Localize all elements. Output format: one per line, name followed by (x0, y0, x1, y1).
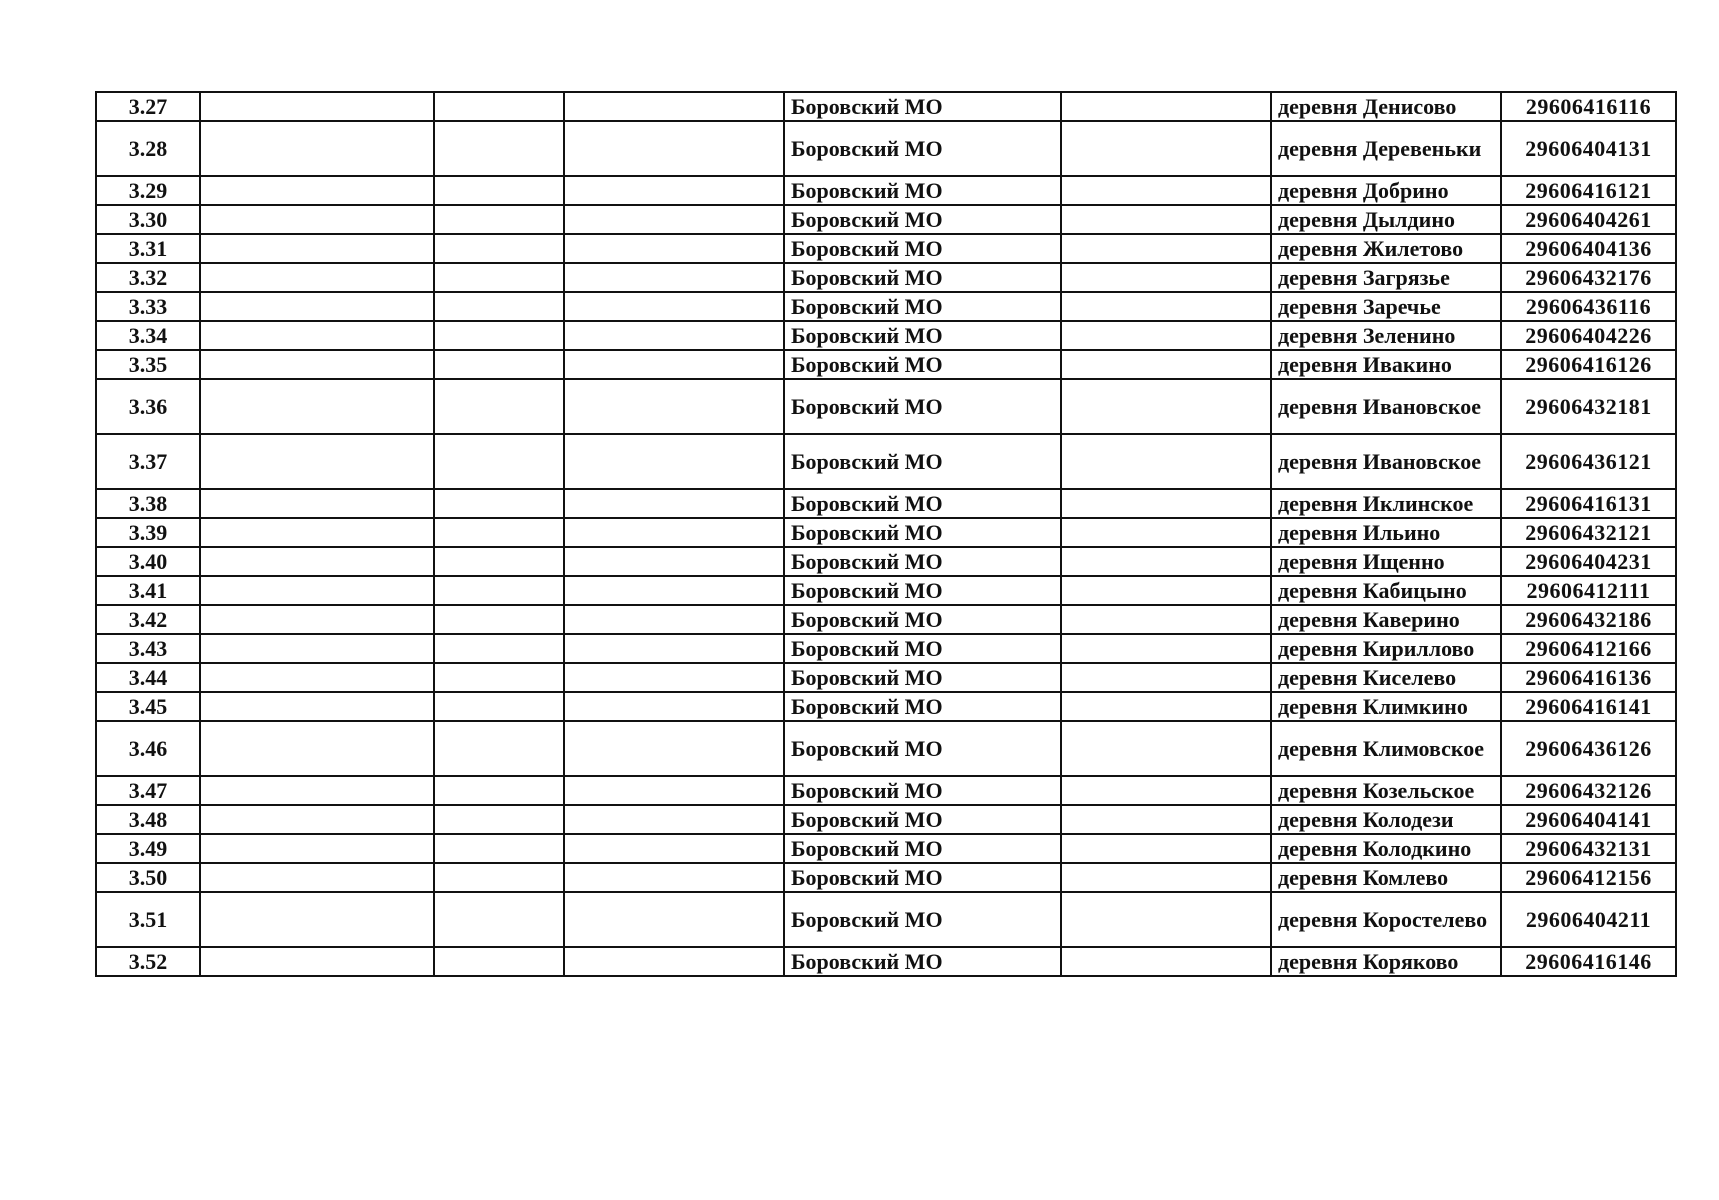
oktmo-code-cell: 29606404261 (1501, 205, 1676, 234)
oktmo-code-cell: 29606436126 (1501, 721, 1676, 776)
row-number-cell: 3.29 (96, 176, 200, 205)
empty-cell (200, 892, 434, 947)
empty-cell (1061, 692, 1271, 721)
empty-cell (434, 547, 564, 576)
table-row (96, 721, 1676, 776)
empty-cell (200, 776, 434, 805)
oktmo-code-cell: 29606412166 (1501, 634, 1676, 663)
empty-cell (1061, 721, 1271, 776)
settlement-cell: деревня Кириллово (1271, 634, 1501, 663)
municipality-cell: Боровский МО (784, 92, 1061, 121)
table-row (96, 292, 1676, 321)
settlement-cell: деревня Климовское (1271, 721, 1501, 776)
empty-cell (564, 576, 784, 605)
oktmo-code-cell: 29606404226 (1501, 321, 1676, 350)
empty-cell (200, 379, 434, 434)
empty-cell (1061, 892, 1271, 947)
table-row (96, 547, 1676, 576)
row-number-cell: 3.52 (96, 947, 200, 976)
oktmo-code-cell: 29606404211 (1501, 892, 1676, 947)
empty-cell (564, 379, 784, 434)
empty-cell (564, 292, 784, 321)
municipality-cell: Боровский МО (784, 547, 1061, 576)
row-number-cell: 3.33 (96, 292, 200, 321)
empty-cell (434, 489, 564, 518)
empty-cell (434, 605, 564, 634)
municipality-cell: Боровский МО (784, 292, 1061, 321)
row-number-cell: 3.47 (96, 776, 200, 805)
municipality-cell: Боровский МО (784, 805, 1061, 834)
municipality-cell: Боровский МО (784, 234, 1061, 263)
oktmo-code-cell: 29606416116 (1501, 92, 1676, 121)
empty-cell (434, 321, 564, 350)
settlement-cell: деревня Ивановское (1271, 434, 1501, 489)
table-row (96, 434, 1676, 489)
empty-cell (1061, 379, 1271, 434)
municipality-cell: Боровский МО (784, 434, 1061, 489)
empty-cell (1061, 350, 1271, 379)
table-row (96, 576, 1676, 605)
row-number-cell: 3.30 (96, 205, 200, 234)
empty-cell (200, 176, 434, 205)
empty-cell (434, 121, 564, 176)
row-number-cell: 3.35 (96, 350, 200, 379)
table-row (96, 805, 1676, 834)
row-number-cell: 3.43 (96, 634, 200, 663)
municipality-cell: Боровский МО (784, 489, 1061, 518)
empty-cell (434, 805, 564, 834)
empty-cell (564, 121, 784, 176)
oktmo-code-cell: 29606404231 (1501, 547, 1676, 576)
table-row (96, 692, 1676, 721)
empty-cell (1061, 176, 1271, 205)
oktmo-code-cell: 29606416146 (1501, 947, 1676, 976)
empty-cell (1061, 776, 1271, 805)
oktmo-code-cell: 29606412111 (1501, 576, 1676, 605)
empty-cell (434, 92, 564, 121)
empty-cell (200, 663, 434, 692)
settlement-cell: деревня Климкино (1271, 692, 1501, 721)
empty-cell (200, 489, 434, 518)
empty-cell (564, 176, 784, 205)
empty-cell (200, 721, 434, 776)
empty-cell (564, 263, 784, 292)
empty-cell (434, 663, 564, 692)
table-row (96, 634, 1676, 663)
empty-cell (200, 434, 434, 489)
empty-cell (434, 176, 564, 205)
empty-cell (434, 834, 564, 863)
oktmo-code-cell: 29606416131 (1501, 489, 1676, 518)
table-row (96, 892, 1676, 947)
empty-cell (200, 863, 434, 892)
table-row (96, 121, 1676, 176)
row-number-cell: 3.28 (96, 121, 200, 176)
empty-cell (200, 692, 434, 721)
row-number-cell: 3.34 (96, 321, 200, 350)
municipality-cell: Боровский МО (784, 721, 1061, 776)
settlement-cell: деревня Коростелево (1271, 892, 1501, 947)
settlement-cell: деревня Ильино (1271, 518, 1501, 547)
settlement-cell: деревня Ивакино (1271, 350, 1501, 379)
empty-cell (1061, 805, 1271, 834)
table-row (96, 263, 1676, 292)
empty-cell (434, 634, 564, 663)
row-number-cell: 3.44 (96, 663, 200, 692)
row-number-cell: 3.40 (96, 547, 200, 576)
empty-cell (564, 234, 784, 263)
empty-cell (1061, 947, 1271, 976)
settlement-cell: деревня Козельское (1271, 776, 1501, 805)
empty-cell (200, 92, 434, 121)
row-number-cell: 3.39 (96, 518, 200, 547)
empty-cell (564, 547, 784, 576)
municipality-cell: Боровский МО (784, 692, 1061, 721)
table-body (96, 92, 1676, 976)
table-row (96, 350, 1676, 379)
municipality-cell: Боровский МО (784, 634, 1061, 663)
empty-cell (564, 434, 784, 489)
municipality-cell: Боровский МО (784, 576, 1061, 605)
municipality-cell: Боровский МО (784, 205, 1061, 234)
empty-cell (434, 776, 564, 805)
settlement-cell: деревня Ищенно (1271, 547, 1501, 576)
municipality-cell: Боровский МО (784, 663, 1061, 692)
oktmo-code-cell: 29606432121 (1501, 518, 1676, 547)
settlement-cell: деревня Колодези (1271, 805, 1501, 834)
empty-cell (200, 518, 434, 547)
table-row (96, 379, 1676, 434)
empty-cell (200, 576, 434, 605)
settlement-cell: деревня Коряково (1271, 947, 1501, 976)
table-row (96, 92, 1676, 121)
table-row (96, 663, 1676, 692)
empty-cell (1061, 234, 1271, 263)
table-row (96, 176, 1676, 205)
municipality-cell: Боровский МО (784, 605, 1061, 634)
empty-cell (564, 605, 784, 634)
row-number-cell: 3.41 (96, 576, 200, 605)
empty-cell (434, 379, 564, 434)
empty-cell (434, 234, 564, 263)
empty-cell (564, 805, 784, 834)
table-row (96, 489, 1676, 518)
row-number-cell: 3.46 (96, 721, 200, 776)
empty-cell (200, 292, 434, 321)
oktmo-code-cell: 29606432186 (1501, 605, 1676, 634)
empty-cell (564, 692, 784, 721)
row-number-cell: 3.48 (96, 805, 200, 834)
settlement-cell: деревня Заречье (1271, 292, 1501, 321)
oktmo-code-cell: 29606432131 (1501, 834, 1676, 863)
empty-cell (434, 205, 564, 234)
empty-cell (434, 692, 564, 721)
settlement-cell: деревня Кабицыно (1271, 576, 1501, 605)
table-row (96, 863, 1676, 892)
empty-cell (434, 863, 564, 892)
table-row (96, 776, 1676, 805)
settlement-cell: деревня Киселево (1271, 663, 1501, 692)
settlement-cell: деревня Загрязье (1271, 263, 1501, 292)
row-number-cell: 3.36 (96, 379, 200, 434)
municipality-cell: Боровский МО (784, 947, 1061, 976)
empty-cell (200, 350, 434, 379)
oktmo-code-cell: 29606432126 (1501, 776, 1676, 805)
empty-cell (1061, 634, 1271, 663)
settlement-cell: деревня Иклинское (1271, 489, 1501, 518)
oktmo-code-cell: 29606404141 (1501, 805, 1676, 834)
oktmo-code-cell: 29606404131 (1501, 121, 1676, 176)
table-row (96, 834, 1676, 863)
settlement-cell: деревня Добрино (1271, 176, 1501, 205)
empty-cell (200, 263, 434, 292)
empty-cell (1061, 518, 1271, 547)
oktmo-code-cell: 29606412156 (1501, 863, 1676, 892)
empty-cell (1061, 434, 1271, 489)
empty-cell (434, 518, 564, 547)
empty-cell (564, 892, 784, 947)
oktmo-code-cell: 29606416126 (1501, 350, 1676, 379)
empty-cell (564, 776, 784, 805)
empty-cell (200, 805, 434, 834)
row-number-cell: 3.31 (96, 234, 200, 263)
settlement-cell: деревня Каверино (1271, 605, 1501, 634)
settlement-cell: деревня Колодкино (1271, 834, 1501, 863)
empty-cell (564, 634, 784, 663)
empty-cell (564, 863, 784, 892)
empty-cell (1061, 263, 1271, 292)
empty-cell (564, 350, 784, 379)
oktmo-code-cell: 29606404136 (1501, 234, 1676, 263)
empty-cell (1061, 547, 1271, 576)
settlement-cell: деревня Зеленино (1271, 321, 1501, 350)
empty-cell (200, 205, 434, 234)
empty-cell (1061, 489, 1271, 518)
empty-cell (1061, 205, 1271, 234)
table-row (96, 205, 1676, 234)
municipality-cell: Боровский МО (784, 121, 1061, 176)
settlement-cell: деревня Денисово (1271, 92, 1501, 121)
empty-cell (564, 489, 784, 518)
empty-cell (1061, 605, 1271, 634)
empty-cell (564, 92, 784, 121)
empty-cell (564, 321, 784, 350)
empty-cell (200, 834, 434, 863)
municipality-cell: Боровский МО (784, 350, 1061, 379)
empty-cell (1061, 663, 1271, 692)
empty-cell (564, 205, 784, 234)
empty-cell (200, 605, 434, 634)
empty-cell (200, 234, 434, 263)
oktmo-code-cell: 29606416121 (1501, 176, 1676, 205)
empty-cell (434, 947, 564, 976)
empty-cell (1061, 292, 1271, 321)
municipality-cell: Боровский МО (784, 321, 1061, 350)
empty-cell (1061, 863, 1271, 892)
oktmo-code-cell: 29606436121 (1501, 434, 1676, 489)
row-number-cell: 3.38 (96, 489, 200, 518)
municipality-cell: Боровский МО (784, 776, 1061, 805)
municipality-cell: Боровский МО (784, 834, 1061, 863)
empty-cell (200, 321, 434, 350)
empty-cell (564, 834, 784, 863)
settlement-cell: деревня Комлево (1271, 863, 1501, 892)
table-row (96, 947, 1676, 976)
row-number-cell: 3.45 (96, 692, 200, 721)
empty-cell (200, 547, 434, 576)
empty-cell (434, 292, 564, 321)
empty-cell (1061, 92, 1271, 121)
municipality-cell: Боровский МО (784, 863, 1061, 892)
empty-cell (1061, 121, 1271, 176)
row-number-cell: 3.27 (96, 92, 200, 121)
oktmo-code-cell: 29606432181 (1501, 379, 1676, 434)
municipality-cell: Боровский МО (784, 518, 1061, 547)
oktmo-code-cell: 29606416136 (1501, 663, 1676, 692)
row-number-cell: 3.51 (96, 892, 200, 947)
empty-cell (434, 434, 564, 489)
empty-cell (200, 634, 434, 663)
empty-cell (434, 263, 564, 292)
municipality-cell: Боровский МО (784, 892, 1061, 947)
empty-cell (434, 721, 564, 776)
municipality-cell: Боровский МО (784, 379, 1061, 434)
settlement-registry-table (95, 91, 1677, 977)
table-row (96, 518, 1676, 547)
settlement-cell: деревня Дылдино (1271, 205, 1501, 234)
row-number-cell: 3.32 (96, 263, 200, 292)
oktmo-code-cell: 29606432176 (1501, 263, 1676, 292)
oktmo-code-cell: 29606416141 (1501, 692, 1676, 721)
empty-cell (1061, 321, 1271, 350)
empty-cell (434, 576, 564, 605)
row-number-cell: 3.49 (96, 834, 200, 863)
settlement-cell: деревня Деревеньки (1271, 121, 1501, 176)
empty-cell (434, 350, 564, 379)
oktmo-code-cell: 29606436116 (1501, 292, 1676, 321)
empty-cell (434, 892, 564, 947)
municipality-cell: Боровский МО (784, 176, 1061, 205)
empty-cell (564, 947, 784, 976)
settlement-cell: деревня Жилетово (1271, 234, 1501, 263)
table-row (96, 321, 1676, 350)
empty-cell (564, 663, 784, 692)
row-number-cell: 3.37 (96, 434, 200, 489)
row-number-cell: 3.42 (96, 605, 200, 634)
empty-cell (564, 518, 784, 547)
row-number-cell: 3.50 (96, 863, 200, 892)
table-row (96, 605, 1676, 634)
empty-cell (564, 721, 784, 776)
empty-cell (1061, 834, 1271, 863)
empty-cell (200, 947, 434, 976)
empty-cell (1061, 576, 1271, 605)
empty-cell (200, 121, 434, 176)
table-row (96, 234, 1676, 263)
municipality-cell: Боровский МО (784, 263, 1061, 292)
settlement-cell: деревня Ивановское (1271, 379, 1501, 434)
